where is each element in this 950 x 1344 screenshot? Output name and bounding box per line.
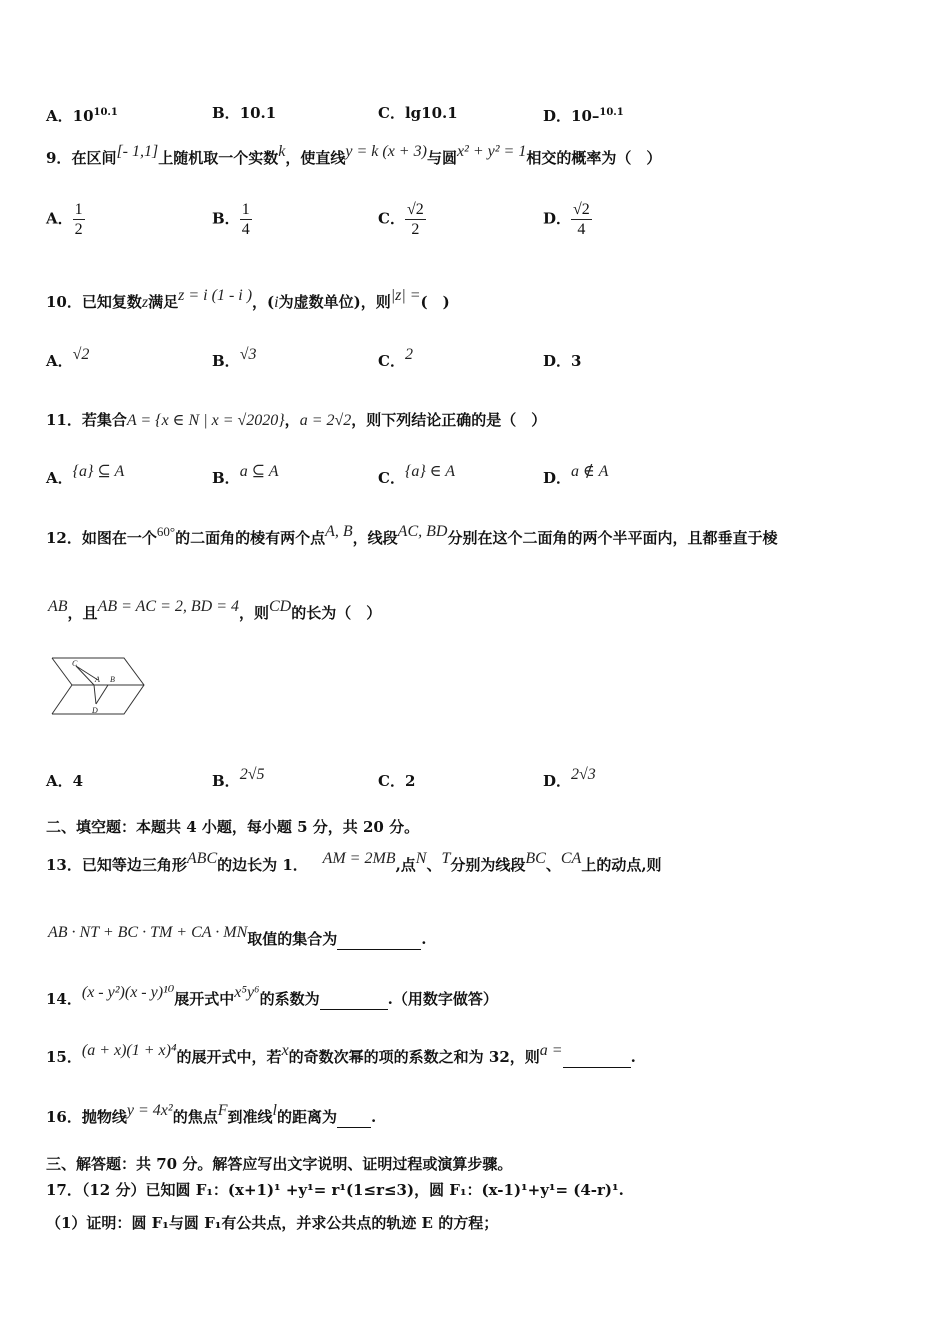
q13-stem-line1: 13．已知等边三角形ABC的边长为 1． AM = 2MB,点N、T分别为线段BC、CA上的动点,则 <box>46 850 662 874</box>
figure-label-a: A <box>95 675 100 684</box>
q11-stem: 11．若集合A = {x ∈ N | x = √2020}，a = 2√2，则下列结论正确的是（ ） <box>46 411 547 429</box>
section-answer-heading: 三、解答题：共 70 分。解答应写出文字说明、证明过程或演算步骤。 <box>46 1155 513 1173</box>
q11-option-d: D．a ∉ A <box>543 463 609 487</box>
q17-stem: 17．（12 分）已知圆 F₁：(x+1)¹ +y¹= r¹(1≤r≤3)，圆 F₁：(x-1)¹+y¹= (4-r)¹. <box>46 1181 624 1199</box>
q9-option-a: A． $\frac{1}{2}$ <box>46 201 83 238</box>
q17-part1: （1）证明：圆 F₁与圆 F₁有公共点，并求公共点的轨迹 E 的方程； <box>46 1214 499 1232</box>
q10-stem: 10．已知复数z满足z = i (1 - i )，(i为虚数单位)，则|z| =( ) <box>46 287 450 311</box>
q12-option-c: C．2 <box>378 772 416 790</box>
q8-option-b: B．10.1 <box>212 104 277 122</box>
q10-option-a: A．√2 <box>46 346 90 370</box>
q9-option-d: D． $\frac{√2}{4}$ <box>543 201 590 238</box>
q12-stem-line1: 12．如图在一个60°的二面角的棱有两个点A, B，线段AC, BD分别在这个二面角的两个半平面内，且都垂直于棱 <box>46 523 778 547</box>
q12-stem-line2: AB，且AB = AC = 2, BD = 4，则CD的长为（ ） <box>48 598 382 622</box>
figure-label-c: C <box>72 659 78 668</box>
q11-option-b: B．a ⊆ A <box>212 463 279 487</box>
q11-option-a: A．{a} ⊆ A <box>46 463 125 487</box>
figure-label-d: D <box>92 706 98 715</box>
dihedral-angle-figure <box>46 652 150 722</box>
q12-option-d: D．2√3 <box>543 766 596 790</box>
q9-stem: 9．在区间[- 1,1]上随机取一个实数k，使直线y = k (x + 3)与圆x² + y² = 1相交的概率为（ ） <box>46 143 662 167</box>
q8-option-c: C．lg10.1 <box>378 104 458 122</box>
q8-option-a: A．$10^{10.1}$ <box>46 107 118 125</box>
section-fill-in-heading: 二、填空题：本题共 4 小题，每小题 5 分，共 20 分。 <box>46 818 420 836</box>
q9-option-c: C． $\frac{√2}{2}$ <box>378 201 424 238</box>
q9-option-b: B． $\frac{1}{4}$ <box>212 201 250 238</box>
q12-option-a: A．4 <box>46 772 84 790</box>
q11-option-c: C．{a} ∈ A <box>378 463 456 487</box>
q16-stem: 16．抛物线y = 4x²的焦点F到准线l的距离为 . <box>46 1102 377 1126</box>
q10-option-d: D．3 <box>543 352 582 370</box>
q12-option-b: B．2√5 <box>212 766 265 790</box>
q13-stem-line2: AB · NT + BC · TM + CA · MN取值的集合为 . <box>48 924 427 948</box>
q10-option-c: C．2 <box>378 346 413 370</box>
q10-option-b: B．√3 <box>212 346 257 370</box>
q8-option-d: D．10–$^{10.1}$ <box>543 107 624 125</box>
figure-label-b: B <box>110 675 115 684</box>
q14-stem: 14．(x - y²)(x - y)¹⁰展开式中x⁵y⁶的系数为 .（用数字做答） <box>46 984 498 1008</box>
q15-stem: 15．(a + x)(1 + x)⁴的展开式中，若x的奇数次幂的项的系数之和为 32，则a = . <box>46 1042 636 1066</box>
